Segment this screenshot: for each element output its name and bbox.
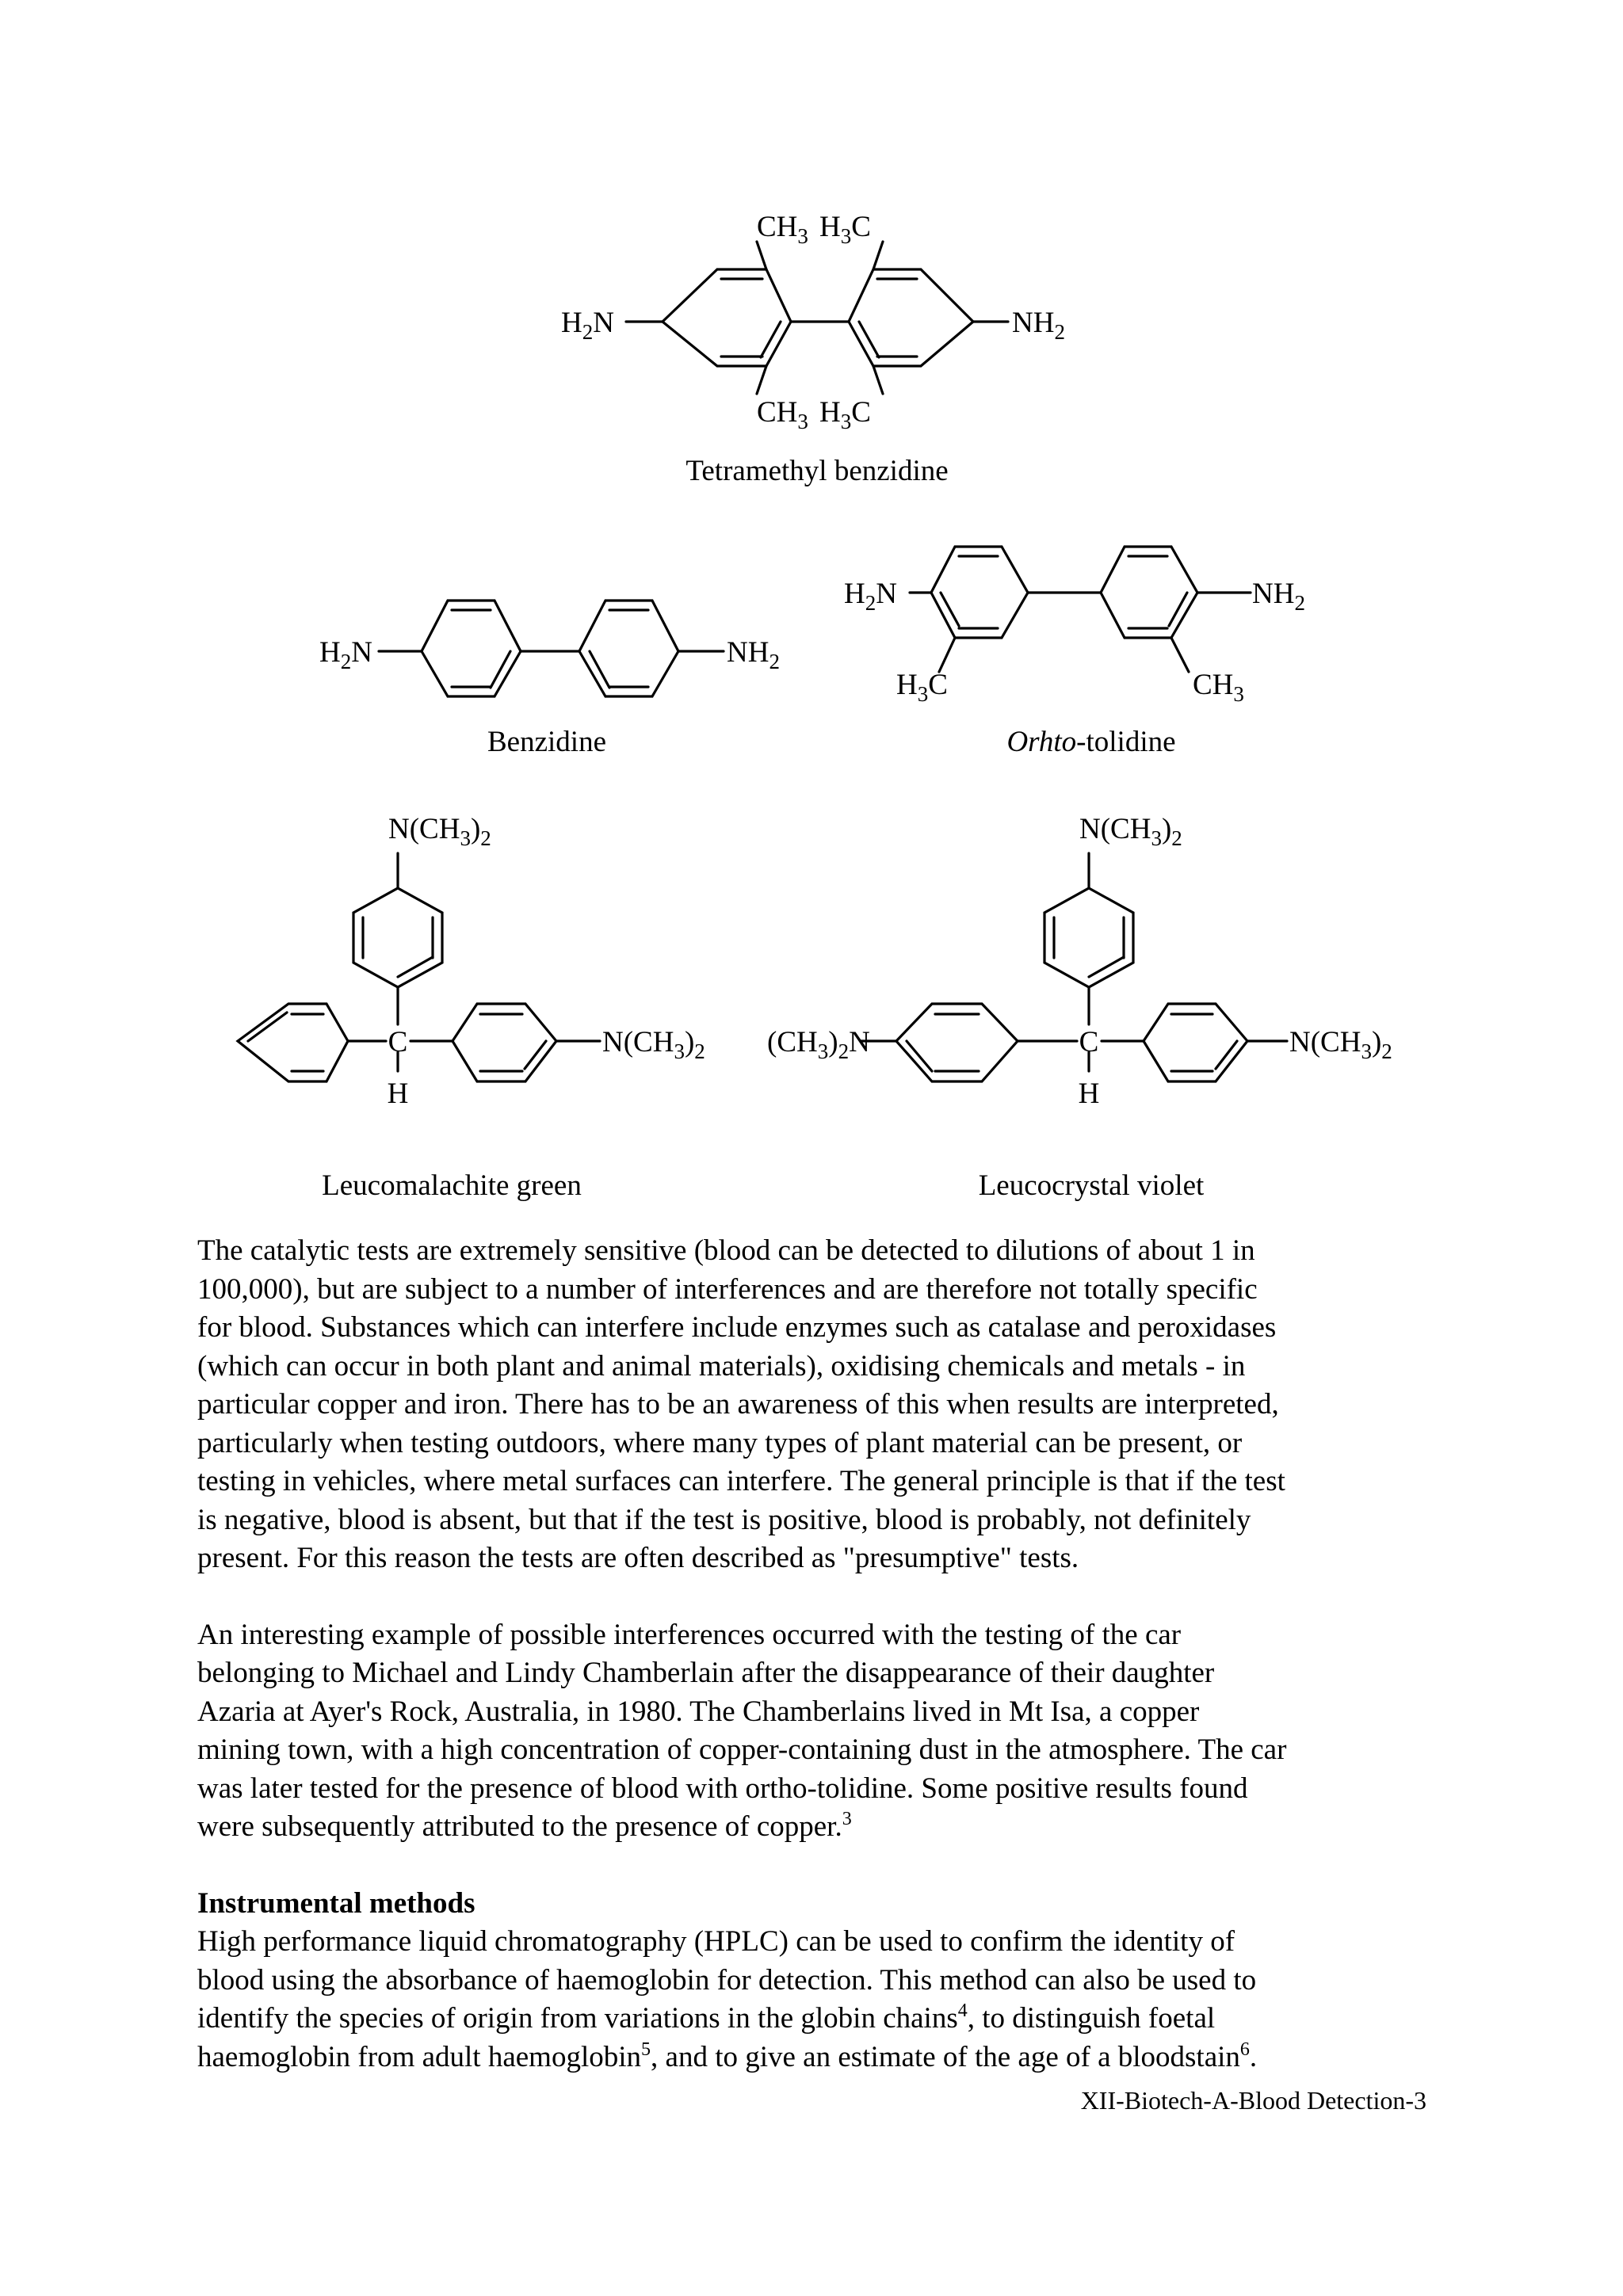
benzidine-left-ring xyxy=(422,601,521,696)
tmb-bottom-left-methyl: $CH_3$ xyxy=(757,396,808,433)
hplc-line-3b: , to distinguish foetal xyxy=(967,2002,1216,2035)
lmg-bonds xyxy=(348,853,600,1071)
footnote-ref-6: 6 xyxy=(1239,2039,1250,2060)
lmg-top-group: $N(CH_3)_2$ xyxy=(388,813,491,850)
hplc-line-4b: , and to give an estimate of the age of a bloodstain xyxy=(651,2040,1240,2073)
hplc-line-2: blood using the absorbance of haemoglobin for detection. This method can also be used to xyxy=(197,1963,1257,1997)
footnote-ref-4: 4 xyxy=(957,2000,968,2021)
lcv-central-carbon: C xyxy=(1079,1026,1099,1058)
paragraph-spacer xyxy=(197,1578,1449,1616)
tmb-bottom-right-methyl: $H_3C$ xyxy=(819,396,871,433)
tmb-top-right-methyl: $H_3C$ xyxy=(819,211,871,248)
lmg-right-ring xyxy=(453,1004,556,1081)
benzidine-right-ring xyxy=(579,601,678,696)
hplc-line-3a: identify the species of origin from variations in the globin chains xyxy=(197,2002,958,2035)
hplc-line-4c: . xyxy=(1249,2040,1258,2073)
paragraph-spacer xyxy=(197,1847,1449,1885)
tolidine-left-amine: $H_2N$ xyxy=(844,578,897,615)
lcv-bonds xyxy=(861,853,1287,1071)
chamberlain-text: An interesting example of possible interferences occurred with the testing of the car belonging to Michael and Lindy Chamberlain after the disappearance of their daughter Azaria at Ayer's Rock, Australia, in 1980. The Chamberlains lived in Mt Isa, a copper mining town, with a high concentration of copper-containing dust in the atmosphere. The car was later tested for the presence of blood with ortho-tolidine. Some positive results found were subsequently attributed to the presence of copper. xyxy=(197,1618,1287,1843)
benzidine-name: Benzidine xyxy=(487,726,607,758)
tolidine-left-ring xyxy=(931,547,1028,638)
tmb-right-amine: $NH_2$ xyxy=(1012,307,1065,344)
tmb-right-ring xyxy=(849,269,973,366)
benzidine-right-amine: $NH_2$ xyxy=(727,636,780,673)
tolidine-right-methyl: $CH_3$ xyxy=(1193,669,1244,706)
lcv-right-group: $N(CH_3)_2$ xyxy=(1289,1026,1392,1063)
lmg-left-ring xyxy=(238,1004,348,1081)
paragraph-chamberlain-example xyxy=(197,1616,1449,1847)
lmg-name: Leucomalachite green xyxy=(322,1169,582,1202)
lmg-central-carbon: C xyxy=(388,1026,408,1058)
lmg-top-ring xyxy=(353,888,442,987)
lcv-right-ring xyxy=(1144,1004,1247,1081)
tolidine-bonds xyxy=(910,593,1251,672)
leucomalachite-green-structure xyxy=(238,813,705,1202)
tetramethyl-benzidine-structure xyxy=(561,211,1065,487)
lcv-hydrogen: H xyxy=(1078,1077,1100,1110)
tmb-top-left-methyl: $CH_3$ xyxy=(757,211,808,248)
benzidine-structure xyxy=(319,601,780,758)
footnote-ref-3: 3 xyxy=(842,1809,852,1829)
tmb-left-amine: $H_2N$ xyxy=(561,307,614,344)
footnote-ref-5: 5 xyxy=(641,2039,651,2060)
lcv-top-ring xyxy=(1044,888,1133,987)
lcv-top-group: $N(CH_3)_2$ xyxy=(1079,813,1182,850)
tolidine-right-amine: $NH_2$ xyxy=(1252,578,1305,615)
lcv-left-ring xyxy=(896,1004,1018,1081)
tolidine-right-ring xyxy=(1101,547,1197,638)
hplc-line-1: High performance liquid chromatography (HPLC) can be used to confirm the identity of xyxy=(197,1925,1235,1958)
lmg-right-group: $N(CH_3)_2$ xyxy=(602,1026,705,1063)
page-footer: XII-Biotech-A-Blood Detection-3 xyxy=(1080,2086,1426,2115)
tmb-name: Tetramethyl benzidine xyxy=(685,455,949,487)
leucocrystal-violet-structure xyxy=(767,813,1392,1202)
paragraph-catalytic-tests: The catalytic tests are extremely sensitive (blood can be detected to dilutions of about 1 in 100,000), but are subject to a number of interferences and are therefore not totally specific for blood. Substances which can interfere include enzymes such as catalase and peroxidases (which can occur in both plant and animal materials), oxidising chemicals and metals - in particular copper and iron. There has to be an awareness of this when results are interpreted, particularly when testing outdoors, where many types of plant material can be present, or testing in vehicles, where metal surfaces can interfere. The general principle is that if the test is negative, blood is absent, but that if the test is positive, blood is probably, not definitely present. For this reason the tests are often described as "presumptive" tests. xyxy=(197,1234,1285,1574)
tolidine-name: Orhto-tolidine xyxy=(1006,726,1176,758)
section-heading-instrumental-methods: Instrumental methods xyxy=(197,1886,475,1920)
tolidine-left-methyl: $H_3C$ xyxy=(896,669,948,706)
body-text xyxy=(197,1232,1449,2077)
benzidine-left-amine: $H_2N$ xyxy=(319,636,372,673)
ortho-tolidine-structure xyxy=(844,547,1305,758)
lmg-hydrogen: H xyxy=(387,1077,409,1110)
lcv-name: Leucocrystal violet xyxy=(978,1169,1205,1202)
paragraph-hplc xyxy=(197,1923,1449,2077)
tmb-bonds xyxy=(626,242,1008,394)
hplc-line-4a: haemoglobin from adult haemoglobin xyxy=(197,2040,642,2073)
tmb-left-ring xyxy=(663,269,791,366)
lcv-left-group: $(CH_3)_2N$ xyxy=(767,1026,870,1063)
